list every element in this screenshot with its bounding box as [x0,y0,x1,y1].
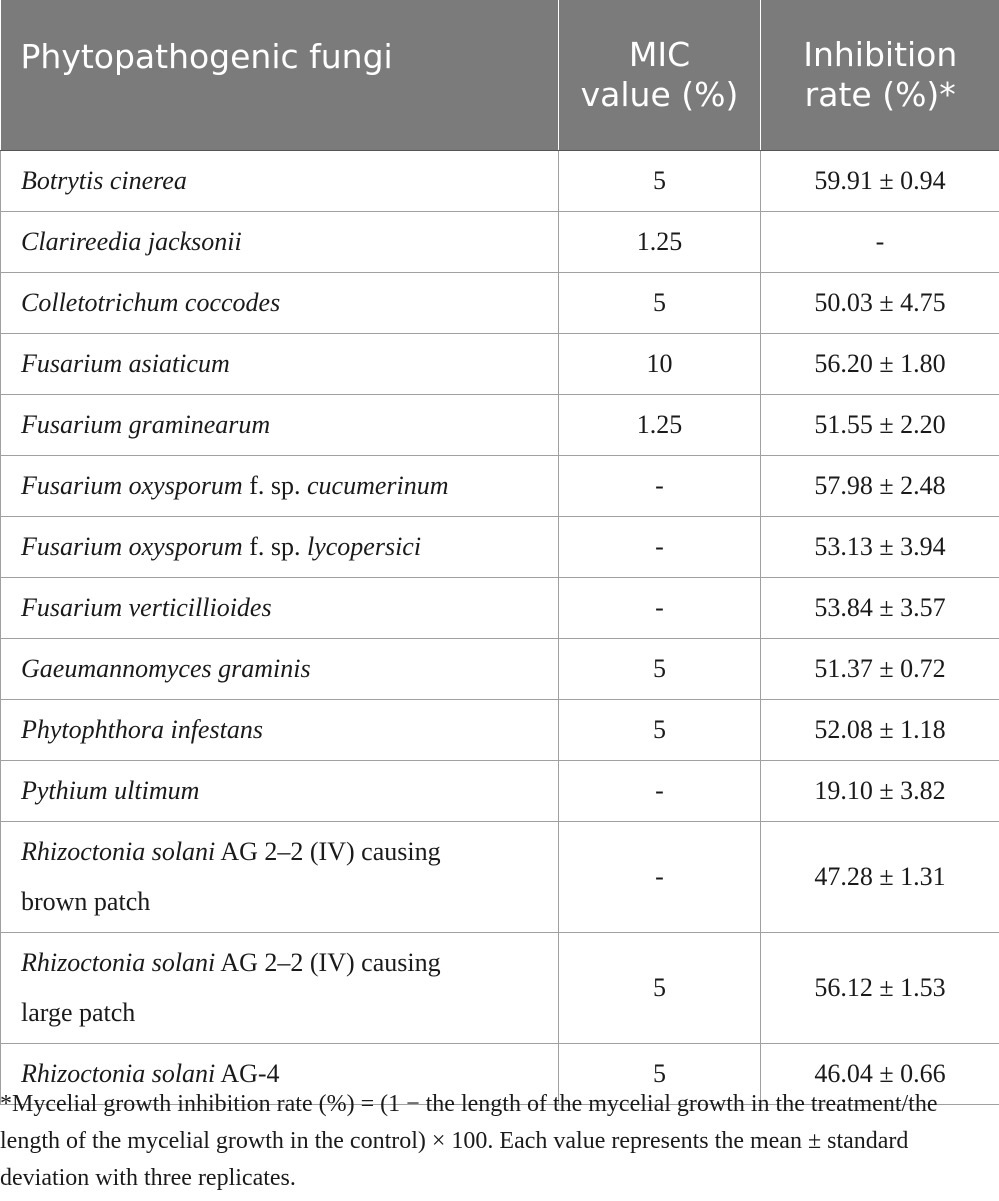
table-row [1,212,999,273]
fungus-name-cell [1,517,559,578]
fungus-name-cell [1,395,559,456]
inhibition-rate-cell: 53.13 ± 3.94 [761,517,999,578]
table-row [1,334,999,395]
header-rate-line2: rate (%)* [804,75,956,114]
fungus-name-cell [1,700,559,761]
inhibition-rate-cell: 56.20 ± 1.80 [761,334,999,395]
mic-value-cell: - [559,578,761,639]
inhibition-rate-cell: 51.37 ± 0.72 [761,639,999,700]
table-row [1,578,999,639]
fungus-name-italic: Fusarium verticillioides [21,593,272,622]
inhibition-rate-cell: 50.03 ± 4.75 [761,273,999,334]
fungus-name-plain: AG 2–2 (IV) causing [215,948,441,977]
mic-value-cell: 1.25 [559,395,761,456]
inhibition-rate-cell: 52.08 ± 1.18 [761,700,999,761]
fungus-name-cell [1,456,559,517]
fungus-name-cell [1,151,559,212]
inhibition-rate-cell: 51.55 ± 2.20 [761,395,999,456]
fungus-name-italic-2: lycopersici [307,532,422,561]
header-mic-line1: MIC [628,35,691,74]
fungus-name-plain: AG 2–2 (IV) causing [215,837,441,866]
mic-value-cell: 10 [559,334,761,395]
fungus-name-italic: Rhizoctonia solani [21,1059,216,1088]
table-row [1,273,999,334]
header-phytopathogenic-fungi [1,0,559,151]
fungus-name-italic: Colletotrichum coccodes [21,288,281,317]
fungus-name-italic: Fusarium graminearum [21,410,271,439]
mic-value-cell: - [559,822,761,933]
inhibition-rate-cell: 53.84 ± 3.57 [761,578,999,639]
fungus-name-italic: Rhizoctonia solani [21,948,216,977]
table-row [1,395,999,456]
inhibition-rate-cell: 47.28 ± 1.31 [761,822,999,933]
fungus-name-cell [1,933,559,1044]
fungus-name-italic: Botrytis cinerea [21,166,187,195]
mic-value-cell: 5 [559,700,761,761]
mic-value-cell: 1.25 [559,212,761,273]
fungus-name-italic: Fusarium asiaticum [21,349,230,378]
header-mic-line2: value (%) [580,75,739,114]
table-row [1,933,999,1044]
inhibition-rate-cell: 59.91 ± 0.94 [761,151,999,212]
inhibition-rate-cell: - [761,212,999,273]
inhibition-rate-cell: 56.12 ± 1.53 [761,933,999,1044]
mic-value-cell: 5 [559,273,761,334]
mic-value-cell: 5 [559,933,761,1044]
table-row [1,151,999,212]
table-footnote: *Mycelial growth inhibition rate (%) = (1 − the length of the mycelial growth in the treatment/the length of the mycelial growth in the control) × 100. Each value represents the mean ± standard deviation with three replicates. [0,1091,938,1191]
fungus-name-italic: Fusarium oxysporum [21,532,243,561]
table-row [1,517,999,578]
fungus-name-italic: Rhizoctonia solani [21,837,216,866]
fungus-name-plain: f. sp. [242,471,307,500]
fungus-name-plain: AG-4 [215,1059,280,1088]
fungus-name-cell [1,822,559,933]
fungus-name-cell [1,578,559,639]
fungus-name-plain: f. sp. [242,532,307,561]
fungus-name-line2: brown patch [21,887,151,916]
mic-value-cell: - [559,517,761,578]
header-mic-value [559,0,761,151]
table-row [1,700,999,761]
table-row [1,822,999,933]
header-rate-line1: Inhibition [803,35,958,74]
table-header-row [1,0,999,151]
fungus-name-cell [1,761,559,822]
fungus-name-italic: Clarireedia jacksonii [21,227,242,256]
inhibition-rate-cell: 46.04 ± 0.66 [761,1044,999,1105]
mic-value-cell: 5 [559,639,761,700]
fungus-name-italic: Gaeumannomyces graminis [21,654,311,683]
fungus-name-italic: Pythium ultimum [21,776,200,805]
header-inhibition-rate [761,0,999,151]
fungus-name-cell [1,273,559,334]
fungus-name-cell [1,334,559,395]
inhibition-rate-cell: 19.10 ± 3.82 [761,761,999,822]
mic-value-cell: 5 [559,1044,761,1105]
mic-value-cell: - [559,456,761,517]
fungus-name-italic-2: cucumerinum [307,471,449,500]
mic-value-cell: - [559,761,761,822]
table-row [1,639,999,700]
fungus-name-italic: Fusarium oxysporum [21,471,243,500]
fungus-name-cell [1,639,559,700]
fungus-name-italic: Phytophthora infestans [21,715,263,744]
header-name-label: Phytopathogenic fungi [20,37,393,76]
table-row [1,761,999,822]
table-row [1,456,999,517]
mic-value-cell: 5 [559,151,761,212]
fungus-name-line2: large patch [21,998,136,1027]
fungus-name-cell [1,212,559,273]
inhibition-rate-cell: 57.98 ± 2.48 [761,456,999,517]
